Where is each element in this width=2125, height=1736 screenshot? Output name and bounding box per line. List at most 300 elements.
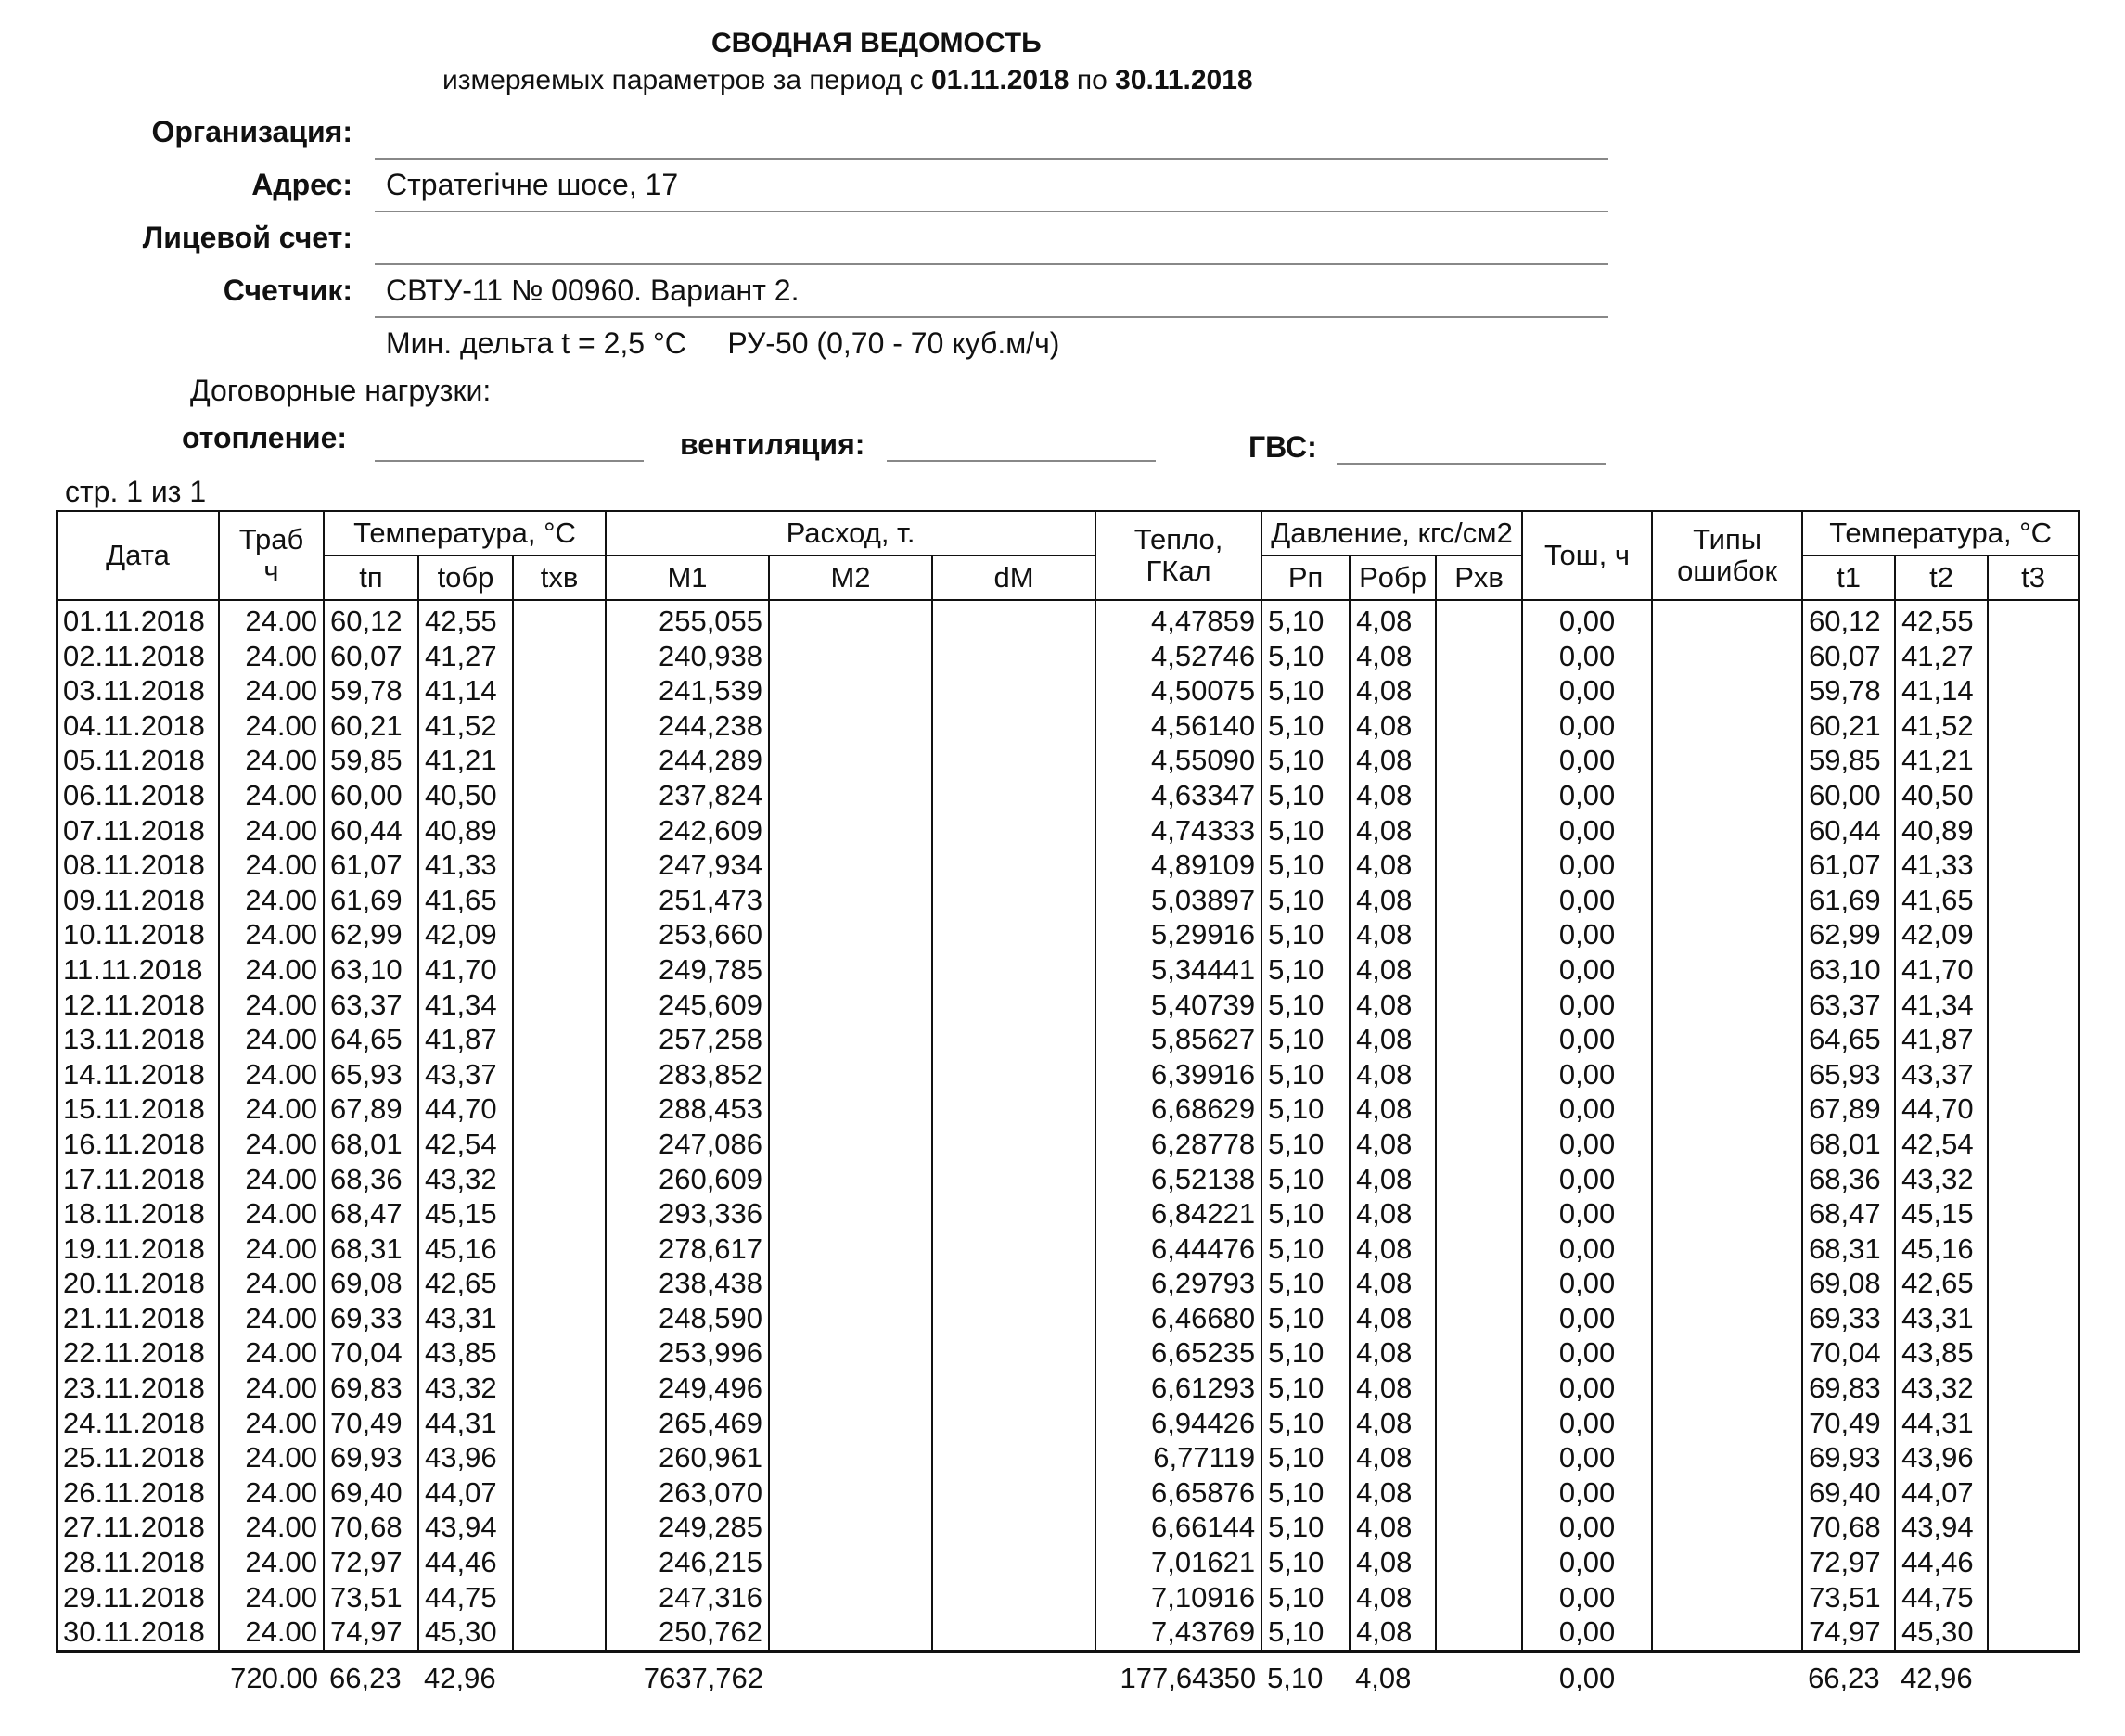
cell-t2: 43,96 — [1895, 1440, 1988, 1475]
cell-date: 04.11.2018 — [57, 708, 219, 744]
cell-t2: 40,50 — [1895, 778, 1988, 813]
cell-t1: 72,97 — [1802, 1545, 1895, 1580]
cell-heat: 7,01621 — [1095, 1545, 1261, 1580]
cell-t1: 60,21 — [1802, 708, 1895, 744]
cell-date: 30.11.2018 — [57, 1615, 219, 1651]
cell-pobr: 4,08 — [1350, 708, 1436, 744]
cell-pp: 5,10 — [1261, 1057, 1350, 1092]
cell-heat: 6,68629 — [1095, 1091, 1261, 1127]
cell-txv — [513, 743, 606, 778]
cell-tobr: 43,94 — [418, 1510, 513, 1545]
cell-t1: 65,93 — [1802, 1057, 1895, 1092]
cell-pp: 5,10 — [1261, 1510, 1350, 1545]
cell-txv — [513, 1440, 606, 1475]
total-t1: 66,23 — [1808, 1661, 1880, 1694]
cell-dm — [932, 1406, 1095, 1441]
cell-pxv — [1436, 1091, 1522, 1127]
cell-pp: 5,10 — [1261, 778, 1350, 813]
cell-t3 — [1988, 1440, 2079, 1475]
cell-tosh: 0,00 — [1522, 708, 1652, 744]
cell-tp: 70,68 — [324, 1510, 418, 1545]
header-pressure: Давление, кгс/см2 — [1261, 511, 1522, 555]
header-t3: t3 — [1988, 555, 2079, 600]
cell-t2: 44,46 — [1895, 1545, 1988, 1580]
cell-pobr: 4,08 — [1350, 639, 1436, 674]
cell-error-types — [1652, 917, 1802, 952]
cell-tp: 68,36 — [324, 1162, 418, 1197]
cell-trab: 24.00 — [219, 1091, 324, 1127]
cell-heat: 6,84221 — [1095, 1196, 1261, 1232]
table-row — [57, 708, 2079, 744]
cell-trab: 24.00 — [219, 1371, 324, 1406]
cell-m1: 278,617 — [606, 1232, 769, 1267]
cell-pp: 5,10 — [1261, 1615, 1350, 1651]
cell-t2: 43,37 — [1895, 1057, 1988, 1092]
period-to: 30.11.2018 — [1115, 65, 1253, 96]
cell-dm — [932, 1022, 1095, 1057]
cell-pxv — [1436, 1615, 1522, 1651]
cell-m1: 251,473 — [606, 883, 769, 918]
cell-pp: 5,10 — [1261, 639, 1350, 674]
cell-pp: 5,10 — [1261, 708, 1350, 744]
cell-t3 — [1988, 600, 2079, 639]
cell-pobr: 4,08 — [1350, 673, 1436, 708]
cell-txv — [513, 1510, 606, 1545]
cell-t1: 69,08 — [1802, 1266, 1895, 1301]
cell-pobr: 4,08 — [1350, 883, 1436, 918]
cell-error-types — [1652, 1022, 1802, 1057]
cell-t1: 68,31 — [1802, 1232, 1895, 1267]
cell-t2: 44,07 — [1895, 1475, 1988, 1511]
cell-t1: 68,01 — [1802, 1127, 1895, 1162]
table-body — [57, 600, 2079, 1651]
cell-dm — [932, 883, 1095, 918]
cell-t1: 60,00 — [1802, 778, 1895, 813]
total-txv — [513, 1651, 606, 1704]
cell-tobr: 42,09 — [418, 917, 513, 952]
cell-date: 17.11.2018 — [57, 1162, 219, 1197]
cell-t2: 43,94 — [1895, 1510, 1988, 1545]
cell-heat: 5,85627 — [1095, 1022, 1261, 1057]
cell-t2: 45,16 — [1895, 1232, 1988, 1267]
cell-t2: 44,75 — [1895, 1580, 1988, 1615]
cell-t2: 41,14 — [1895, 673, 1988, 708]
cell-heat: 6,65235 — [1095, 1335, 1261, 1371]
cell-pp: 5,10 — [1261, 1301, 1350, 1336]
cell-pobr: 4,08 — [1350, 1057, 1436, 1092]
cell-t1: 68,47 — [1802, 1196, 1895, 1232]
header-m1: M1 — [606, 555, 769, 600]
cell-pxv — [1436, 813, 1522, 849]
cell-heat: 6,77119 — [1095, 1440, 1261, 1475]
cell-heat: 6,61293 — [1095, 1371, 1261, 1406]
cell-m1: 255,055 — [606, 600, 769, 639]
cell-m1: 237,824 — [606, 778, 769, 813]
cell-m1: 263,070 — [606, 1475, 769, 1511]
cell-error-types — [1652, 778, 1802, 813]
cell-heat: 6,66144 — [1095, 1510, 1261, 1545]
cell-heat: 4,50075 — [1095, 673, 1261, 708]
cell-heat: 5,29916 — [1095, 917, 1261, 952]
cell-t3 — [1988, 743, 2079, 778]
cell-t2: 41,65 — [1895, 883, 1988, 918]
cell-pp: 5,10 — [1261, 988, 1350, 1023]
cell-pxv — [1436, 1580, 1522, 1615]
header-t1: t1 — [1802, 555, 1895, 600]
table-row — [57, 917, 2079, 952]
cell-tosh: 0,00 — [1522, 1266, 1652, 1301]
header-error-types — [1652, 511, 1802, 600]
cell-tp: 63,10 — [324, 952, 418, 988]
cell-date: 21.11.2018 — [57, 1301, 219, 1336]
cell-m2 — [769, 1091, 932, 1127]
cell-dm — [932, 639, 1095, 674]
cell-pobr: 4,08 — [1350, 1580, 1436, 1615]
cell-m2 — [769, 1545, 932, 1580]
cell-heat: 4,74333 — [1095, 813, 1261, 849]
header-trab — [219, 511, 324, 600]
cell-m2 — [769, 1301, 932, 1336]
page-indicator: стр. 1 из 1 — [65, 475, 207, 508]
cell-date: 22.11.2018 — [57, 1335, 219, 1371]
cell-pxv — [1436, 673, 1522, 708]
table-row — [57, 639, 2079, 674]
total-pxv — [1436, 1651, 1522, 1704]
cell-m2 — [769, 1440, 932, 1475]
header-tp: tп — [324, 555, 418, 600]
cell-tp: 61,07 — [324, 848, 418, 883]
cell-m1: 250,762 — [606, 1615, 769, 1651]
cell-pp: 5,10 — [1261, 1232, 1350, 1267]
table-row — [57, 743, 2079, 778]
cell-trab: 24.00 — [219, 673, 324, 708]
cell-pp: 5,10 — [1261, 1335, 1350, 1371]
cell-t1: 69,33 — [1802, 1301, 1895, 1336]
cell-txv — [513, 1091, 606, 1127]
cell-trab: 24.00 — [219, 883, 324, 918]
cell-t1: 62,99 — [1802, 917, 1895, 952]
cell-tobr: 43,32 — [418, 1371, 513, 1406]
cell-txv — [513, 988, 606, 1023]
cell-dm — [932, 1510, 1095, 1545]
cell-pxv — [1436, 1440, 1522, 1475]
cell-tosh: 0,00 — [1522, 848, 1652, 883]
cell-error-types — [1652, 1510, 1802, 1545]
table-row — [57, 1091, 2079, 1127]
cell-tosh: 0,00 — [1522, 952, 1652, 988]
cell-t2: 42,65 — [1895, 1266, 1988, 1301]
cell-m1: 241,539 — [606, 673, 769, 708]
cell-tobr: 41,34 — [418, 988, 513, 1023]
header-flow: Расход, т. — [606, 511, 1095, 555]
cell-date: 26.11.2018 — [57, 1475, 219, 1511]
cell-pobr: 4,08 — [1350, 1022, 1436, 1057]
cell-t2: 41,21 — [1895, 743, 1988, 778]
cell-date: 06.11.2018 — [57, 778, 219, 813]
cell-heat: 6,44476 — [1095, 1232, 1261, 1267]
cell-m2 — [769, 600, 932, 639]
cell-txv — [513, 1406, 606, 1441]
cell-date: 14.11.2018 — [57, 1057, 219, 1092]
cell-pxv — [1436, 1266, 1522, 1301]
cell-t3 — [1988, 1510, 2079, 1545]
cell-txv — [513, 1232, 606, 1267]
cell-tobr: 41,21 — [418, 743, 513, 778]
table-row — [57, 883, 2079, 918]
cell-txv — [513, 813, 606, 849]
cell-t1: 63,37 — [1802, 988, 1895, 1023]
cell-error-types — [1652, 600, 1802, 639]
cell-heat: 5,03897 — [1095, 883, 1261, 918]
cell-m2 — [769, 1266, 932, 1301]
total-pp: 5,10 — [1267, 1661, 1324, 1694]
cell-tosh: 0,00 — [1522, 988, 1652, 1023]
cell-tobr: 42,55 — [418, 600, 513, 639]
cell-error-types — [1652, 1475, 1802, 1511]
cell-tp: 74,97 — [324, 1615, 418, 1651]
table-row — [57, 813, 2079, 849]
cell-tp: 62,99 — [324, 917, 418, 952]
cell-date: 05.11.2018 — [57, 743, 219, 778]
cell-trab: 24.00 — [219, 1266, 324, 1301]
cell-dm — [932, 673, 1095, 708]
cell-t1: 70,04 — [1802, 1335, 1895, 1371]
cell-trab: 24.00 — [219, 1545, 324, 1580]
cell-dm — [932, 1371, 1095, 1406]
heating-label: отопление: — [182, 421, 348, 454]
cell-t1: 70,49 — [1802, 1406, 1895, 1441]
cell-pxv — [1436, 1475, 1522, 1511]
cell-tp: 64,65 — [324, 1022, 418, 1057]
cell-trab: 24.00 — [219, 1301, 324, 1336]
cell-error-types — [1652, 1162, 1802, 1197]
cell-date: 02.11.2018 — [57, 639, 219, 674]
cell-dm — [932, 1335, 1095, 1371]
cell-txv — [513, 1371, 606, 1406]
cell-t3 — [1988, 1162, 2079, 1197]
cell-heat: 6,65876 — [1095, 1475, 1261, 1511]
cell-trab: 24.00 — [219, 988, 324, 1023]
cell-t3 — [1988, 1091, 2079, 1127]
cell-tosh: 0,00 — [1522, 1022, 1652, 1057]
cell-t1: 59,78 — [1802, 673, 1895, 708]
meter-label: Счетчик: — [223, 274, 352, 307]
total-t3 — [1988, 1651, 2079, 1704]
cell-t3 — [1988, 988, 2079, 1023]
cell-tp: 70,49 — [324, 1406, 418, 1441]
cell-tp: 68,31 — [324, 1232, 418, 1267]
cell-heat: 7,43769 — [1095, 1615, 1261, 1651]
cell-error-types — [1652, 1371, 1802, 1406]
cell-tosh: 0,00 — [1522, 1091, 1652, 1127]
header-trab-unit: ч — [263, 555, 279, 587]
cell-t1: 60,07 — [1802, 639, 1895, 674]
cell-date: 07.11.2018 — [57, 813, 219, 849]
cell-date: 18.11.2018 — [57, 1196, 219, 1232]
cell-error-types — [1652, 1127, 1802, 1162]
address-underline — [375, 211, 1608, 212]
cell-tp: 68,47 — [324, 1196, 418, 1232]
cell-tobr: 43,37 — [418, 1057, 513, 1092]
cell-t3 — [1988, 778, 2079, 813]
cell-m2 — [769, 743, 932, 778]
cell-date: 09.11.2018 — [57, 883, 219, 918]
cell-m1: 248,590 — [606, 1301, 769, 1336]
cell-trab: 24.00 — [219, 1022, 324, 1057]
cell-dm — [932, 600, 1095, 639]
cell-pp: 5,10 — [1261, 1162, 1350, 1197]
cell-tp: 60,44 — [324, 813, 418, 849]
cell-m1: 253,660 — [606, 917, 769, 952]
contract-loads-title: Договорные нагрузки: — [190, 374, 492, 407]
cell-tosh: 0,00 — [1522, 1475, 1652, 1511]
header-heat-label: Тепло, — [1133, 522, 1223, 555]
header-date: Дата — [57, 511, 219, 600]
cell-tosh: 0,00 — [1522, 1510, 1652, 1545]
cell-m2 — [769, 1196, 932, 1232]
cell-tosh: 0,00 — [1522, 1545, 1652, 1580]
cell-date: 20.11.2018 — [57, 1266, 219, 1301]
cell-heat: 4,56140 — [1095, 708, 1261, 744]
header-temperature: Температура, °C — [324, 511, 606, 555]
cell-pp: 5,10 — [1261, 1371, 1350, 1406]
cell-m1: 238,438 — [606, 1266, 769, 1301]
cell-t3 — [1988, 1580, 2079, 1615]
cell-trab: 24.00 — [219, 1510, 324, 1545]
hws-label: ГВС: — [1248, 430, 1317, 464]
cell-error-types — [1652, 1301, 1802, 1336]
cell-pxv — [1436, 600, 1522, 639]
cell-m2 — [769, 1510, 932, 1545]
cell-tobr: 44,70 — [418, 1091, 513, 1127]
cell-pobr: 4,08 — [1350, 743, 1436, 778]
cell-t2: 41,70 — [1895, 952, 1988, 988]
cell-txv — [513, 778, 606, 813]
cell-pobr: 4,08 — [1350, 1301, 1436, 1336]
cell-tosh: 0,00 — [1522, 1615, 1652, 1651]
cell-txv — [513, 1022, 606, 1057]
cell-dm — [932, 1057, 1095, 1092]
cell-t2: 43,31 — [1895, 1301, 1988, 1336]
table-row — [57, 673, 2079, 708]
cell-date: 03.11.2018 — [57, 673, 219, 708]
cell-m1: 245,609 — [606, 988, 769, 1023]
cell-t3 — [1988, 673, 2079, 708]
cell-t2: 43,85 — [1895, 1335, 1988, 1371]
cell-t1: 67,89 — [1802, 1091, 1895, 1127]
cell-tp: 69,40 — [324, 1475, 418, 1511]
cell-error-types — [1652, 1615, 1802, 1651]
cell-error-types — [1652, 1091, 1802, 1127]
cell-m2 — [769, 952, 932, 988]
cell-t3 — [1988, 1232, 2079, 1267]
cell-t3 — [1988, 1406, 2079, 1441]
total-tobr: 42,96 — [424, 1661, 496, 1694]
cell-txv — [513, 917, 606, 952]
cell-txv — [513, 1545, 606, 1580]
cell-heat: 6,28778 — [1095, 1127, 1261, 1162]
cell-txv — [513, 673, 606, 708]
cell-date: 10.11.2018 — [57, 917, 219, 952]
cell-trab: 24.00 — [219, 778, 324, 813]
cell-t3 — [1988, 708, 2079, 744]
cell-pxv — [1436, 639, 1522, 674]
cell-pobr: 4,08 — [1350, 600, 1436, 639]
cell-t1: 74,97 — [1802, 1615, 1895, 1651]
cell-tobr: 42,65 — [418, 1266, 513, 1301]
total-trab: 720.00 — [230, 1661, 318, 1694]
cell-t1: 68,36 — [1802, 1162, 1895, 1197]
cell-txv — [513, 848, 606, 883]
cell-dm — [932, 952, 1095, 988]
cell-t2: 41,34 — [1895, 988, 1988, 1023]
cell-tp: 69,83 — [324, 1371, 418, 1406]
hws-underline — [1337, 463, 1606, 465]
cell-error-types — [1652, 1335, 1802, 1371]
cell-tp: 67,89 — [324, 1091, 418, 1127]
cell-pp: 5,10 — [1261, 952, 1350, 988]
table-row — [57, 1301, 2079, 1336]
cell-tosh: 0,00 — [1522, 600, 1652, 639]
cell-pp: 5,10 — [1261, 883, 1350, 918]
cell-date: 28.11.2018 — [57, 1545, 219, 1580]
cell-t1: 70,68 — [1802, 1510, 1895, 1545]
cell-trab: 24.00 — [219, 1440, 324, 1475]
cell-tosh: 0,00 — [1522, 883, 1652, 918]
cell-tosh: 0,00 — [1522, 1232, 1652, 1267]
cell-t1: 64,65 — [1802, 1022, 1895, 1057]
header-tosh: Тош, ч — [1522, 511, 1652, 600]
table-row — [57, 600, 2079, 639]
cell-dm — [932, 917, 1095, 952]
cell-trab: 24.00 — [219, 1127, 324, 1162]
cell-heat: 7,10916 — [1095, 1580, 1261, 1615]
cell-pp: 5,10 — [1261, 813, 1350, 849]
cell-pp: 5,10 — [1261, 1127, 1350, 1162]
cell-m1: 240,938 — [606, 639, 769, 674]
cell-tp: 63,37 — [324, 988, 418, 1023]
total-t2: 42,96 — [1901, 1661, 1973, 1694]
cell-pxv — [1436, 1335, 1522, 1371]
cell-pxv — [1436, 1406, 1522, 1441]
cell-pp: 5,10 — [1261, 1266, 1350, 1301]
cell-t3 — [1988, 1545, 2079, 1580]
cell-t1: 69,83 — [1802, 1371, 1895, 1406]
cell-t2: 41,87 — [1895, 1022, 1988, 1057]
cell-tobr: 41,33 — [418, 848, 513, 883]
cell-pxv — [1436, 1127, 1522, 1162]
cell-t3 — [1988, 1335, 2079, 1371]
cell-date: 15.11.2018 — [57, 1091, 219, 1127]
total-tosh: 0,00 — [1558, 1661, 1616, 1694]
cell-tosh: 0,00 — [1522, 639, 1652, 674]
cell-date: 25.11.2018 — [57, 1440, 219, 1475]
cell-tosh: 0,00 — [1522, 1440, 1652, 1475]
cell-pobr: 4,08 — [1350, 1196, 1436, 1232]
cell-error-types — [1652, 1545, 1802, 1580]
cell-t3 — [1988, 883, 2079, 918]
cell-m1: 283,852 — [606, 1057, 769, 1092]
cell-pobr: 4,08 — [1350, 778, 1436, 813]
cell-m2 — [769, 1580, 932, 1615]
header-error-types-line2: ошибок — [1677, 555, 1778, 587]
cell-t2: 41,33 — [1895, 848, 1988, 883]
cell-t2: 45,30 — [1895, 1615, 1988, 1651]
cell-t3 — [1988, 1127, 2079, 1162]
cell-pp: 5,10 — [1261, 1545, 1350, 1580]
cell-pp: 5,10 — [1261, 848, 1350, 883]
cell-error-types — [1652, 1580, 1802, 1615]
